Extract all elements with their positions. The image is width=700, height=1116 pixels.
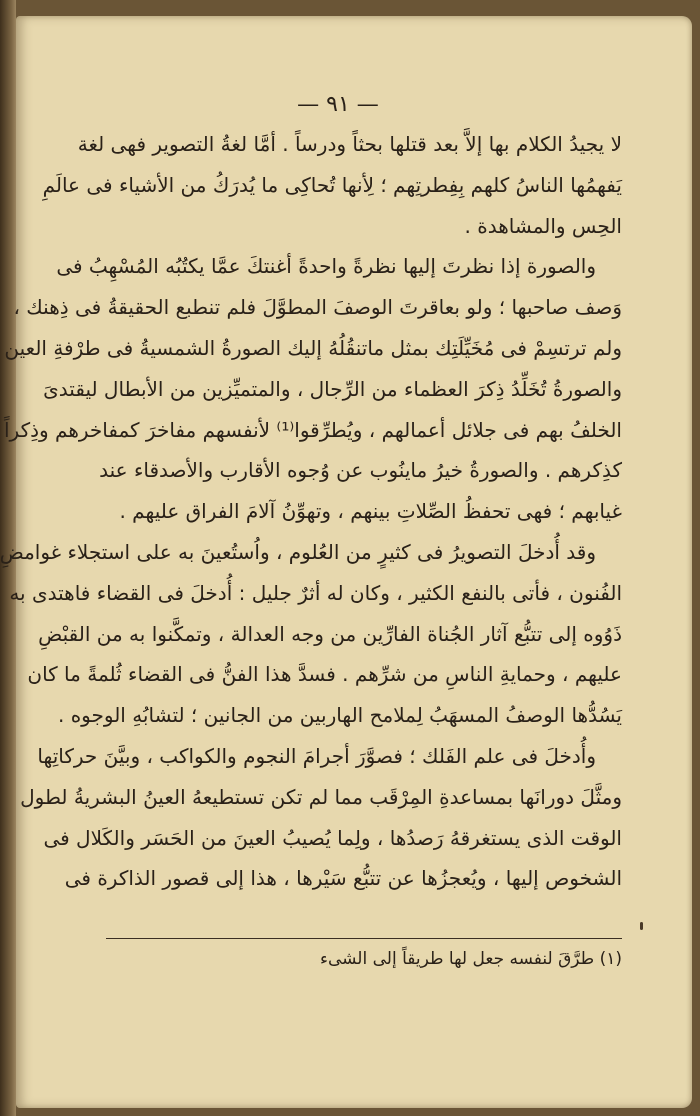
text-line: كذِكرهم . والصورةُ خيرُ ماينُوب عن وُجوه الأقارب والأصدقاء عند bbox=[99, 458, 622, 483]
text-line: يَسُدُّها الوصفُ المسهَبُ لِملامح الهاربين من الجانين ؛ لتشابُهِ الوجوه . bbox=[57, 703, 622, 728]
text-line: الحِس والمشاهدة . bbox=[464, 213, 622, 238]
text-line: وقد أُدخلَ التصويرُ فى كثيرٍ من العُلوم ، واُستُعينَ به على استجلاء غوامضِ bbox=[0, 539, 596, 564]
book-page bbox=[0, 16, 692, 1108]
text-line: ذَوُوه إلى تتبُّع آثار الجُناة الفارِّين من وجه العدالة ، وتمكَّنوا به من القبْضِ bbox=[38, 621, 622, 646]
text-line: والصورةُ تُخَلِّدُ ذِكرَ العظماء من الرِّجال ، والمتميِّزين من الأبطال ليقتدىَ bbox=[43, 376, 622, 401]
text-line: عليهم ، وحمايةِ الناسِ من شرِّهم . فسدَّ هذا الفنُّ فى القضاء ثُلمةً ما كان bbox=[27, 662, 622, 687]
ink-speck bbox=[640, 922, 643, 930]
text-line: غيابهم ؛ فهى تحفظُ الصِّلاتِ بينهم ، وتهوِّنُ آلامَ الفراق عليهم . bbox=[119, 499, 622, 524]
text-line: الشخوص إليها ، ويُعجزُها عن تتبُّع سَيْرها ، هذا إلى قصور الذاكرة فى bbox=[64, 866, 622, 891]
text-line: وَصف صاحبها ؛ ولو بعاقرتَ الوصفَ المطوَّلَ فلم تنطبع الحقيقةُ فى ذِهنك ، bbox=[13, 295, 622, 320]
text-line: يَفهمُها الناسُ كلهم بِفِطرتِهم ؛ لِأنها تُحاكِى ما يُدرَكُ من الأشياء فى عالَمِ bbox=[42, 172, 622, 197]
text-line: وأُدخلَ فى علم الفَلك ؛ فصوَّرَ أجرامَ النجوم والكواكب ، وبيَّنَ حركاتِها bbox=[37, 743, 596, 768]
footnote: (١) طرَّقَ لنفسه جعل لها طريقاً إلى الشىء bbox=[319, 949, 622, 969]
page-number: — ٩١ — bbox=[297, 92, 379, 117]
body-text bbox=[0, 124, 622, 899]
text-line: الخلفُ بهم فى جلائل أعمالهم ، ويُطرِّقوا⁽¹⁾ لأنفسهم مفاخرَ كمفاخرهم وذِكراً bbox=[3, 417, 622, 442]
text-line: ولم ترتسِمْ فى مُخَيِّلَتِك بمثل ماتنقُلُهُ إليك الصورةُ الشمسيةُ فى طرْفةِ العين bbox=[4, 335, 622, 360]
text-line: والصورة إذا نظرتَ إليها نظرةً واحدةً أغنتكَ عمَّا يكتُبُه المُسْهِبُ فى bbox=[56, 254, 596, 279]
footnote-rule bbox=[106, 938, 622, 939]
text-line: الفُنون ، فأتى بالنفع الكثير ، وكان له أثرٌ جليل : أُدخلَ فى القضاء فاهتدى به bbox=[9, 580, 622, 605]
text-line: لا يجيدُ الكلام بها إلاَّ بعد قتلها بحثاً ودرساً . أمَّا لغةُ التصوير فهى لغة bbox=[77, 132, 622, 156]
text-line: الوقت الذى يستغرقهُ رَصدُها ، ولِما يُصيبُ العينَ من الحَسَر والكَلال فى bbox=[43, 825, 622, 850]
text-line: ومثَّلَ دورانَها بمساعدةِ المِرْقَب مما لم تكن تستطيعهُ العينُ البشريةُ لطول bbox=[20, 784, 622, 809]
